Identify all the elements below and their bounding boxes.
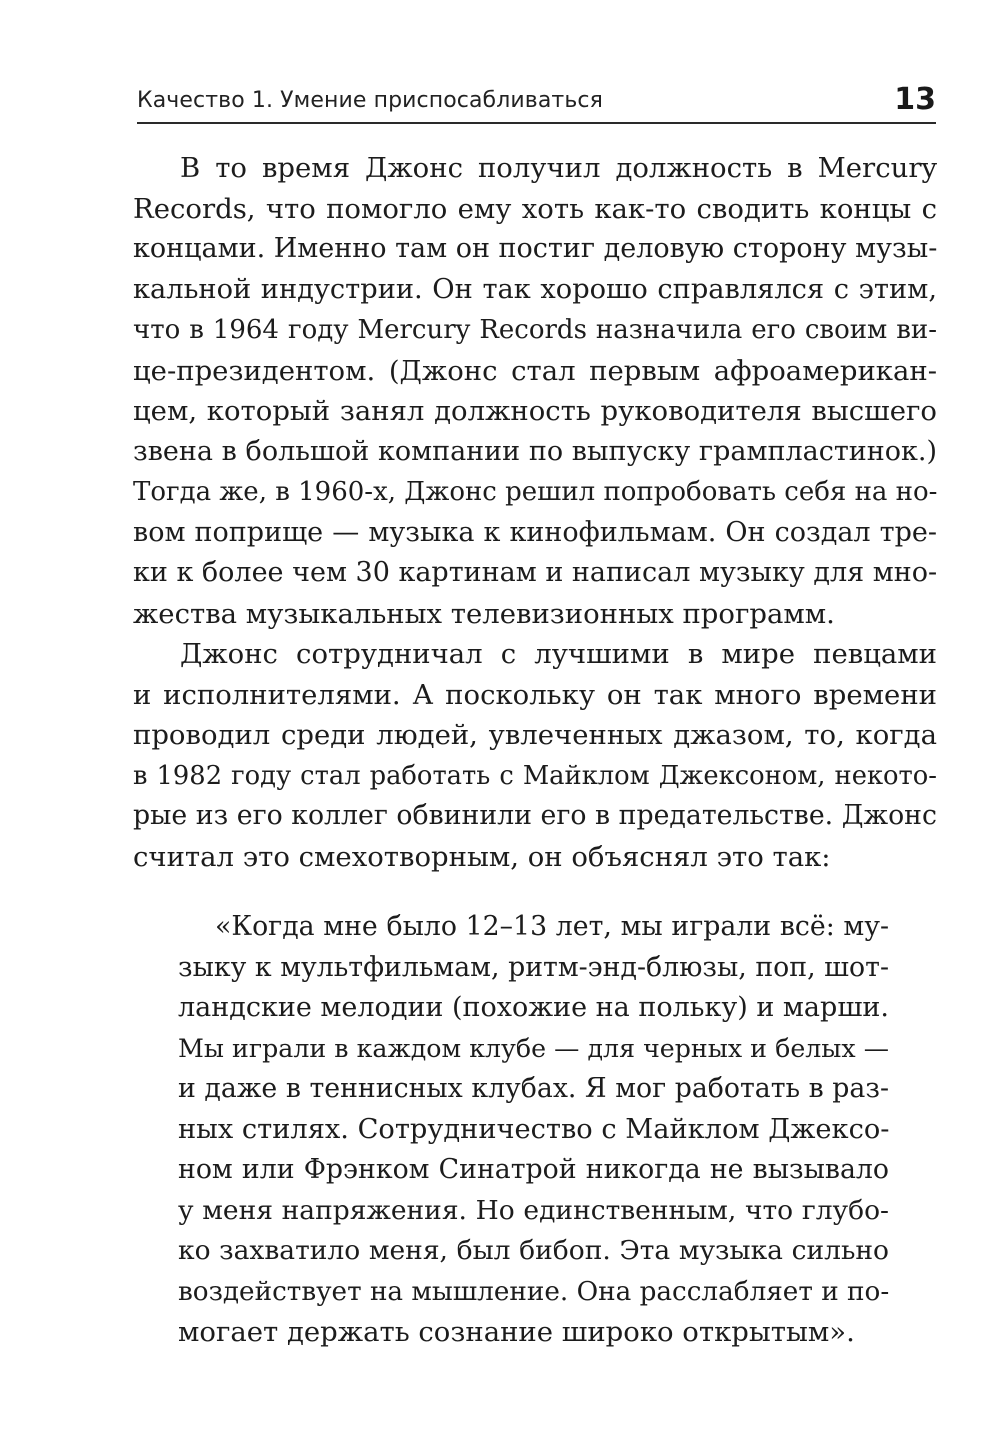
chapter-title: Качество 1. Умение приспосабливаться (137, 88, 603, 113)
quote-line: могает держать сознание широко открытым». (178, 1316, 855, 1348)
text-line: цем, который занял должность руководителя высшего (133, 395, 937, 427)
text-line: считал это смехотворным, он объяснял это так: (133, 840, 831, 873)
text-line: концами. Именно там он постиг деловую сторону музы- (133, 233, 938, 264)
page-number: 13 (894, 82, 936, 117)
text-line: Джонс сотрудничал с лучшими в мире певцами (180, 638, 937, 670)
text-line: жества музыкальных телевизионных программ. (133, 597, 835, 630)
text-line: кальной индустрии. Он так хорошо справлялся с этим, (133, 273, 937, 305)
quote-line: и даже в теннисных клубах. Я мог работать в раз- (178, 1073, 889, 1104)
text-line: вом поприще — музыка к кинофильмам. Он создал тре- (133, 516, 937, 548)
running-header (137, 84, 936, 124)
text-line: В то время Джонс получил должность в Mercury (180, 152, 937, 184)
text-line: ки к более чем 30 картинам и написал музыку для мно- (133, 557, 938, 588)
text-line: в 1982 году стал работать с Майклом Джексоном, некото- (133, 760, 937, 791)
quote-line: ных стилях. Сотрудничество с Майклом Джексо- (178, 1113, 890, 1145)
text-line: что в 1964 году Mercury Records назначила его своим ви- (133, 315, 937, 345)
body-text (133, 148, 937, 877)
quote-line: Мы играли в каждом клубе — для черных и белых — (178, 1033, 889, 1063)
text-line: и исполнителями. А поскольку он так много времени (133, 678, 937, 711)
quote-line: зыку к мультфильмам, ритм-энд-блюзы, поп, шот- (178, 951, 889, 983)
quote-line: ко захватило меня, был бибоп. Эта музыка сильно (178, 1235, 889, 1266)
paragraph-2 (133, 634, 937, 877)
quote-line: «Когда мне было 12–13 лет, мы играли всё: му- (215, 911, 889, 942)
quote-line: воздействует на мышление. Она расслабляет и по- (178, 1276, 890, 1307)
text-line: Records, что помогло ему хоть как-то сводить концы с (133, 192, 937, 225)
paragraph-1 (133, 148, 937, 634)
quote-line: ном или Фрэнком Синатрой никогда не вызывало (178, 1154, 889, 1185)
text-line: Тогда же, в 1960-х, Джонс решил попробовать себя на но- (133, 477, 938, 507)
text-line: проводил среди людей, увлеченных джазом, то, когда (133, 719, 937, 751)
block-quote (178, 907, 889, 1353)
quote-line: у меня напряжения. Но единственным, что глубо- (178, 1194, 889, 1226)
quote-line: ландские мелодии (похожие на польку) и марши. (178, 992, 889, 1023)
text-line: це-президентом. (Джонс стал первым афроамерикан- (133, 354, 937, 387)
text-line: звена в большой компании по выпуску грампластинок.) (133, 435, 937, 467)
text-line: рые из его коллег обвинили его в предательстве. Джонс (133, 800, 937, 831)
